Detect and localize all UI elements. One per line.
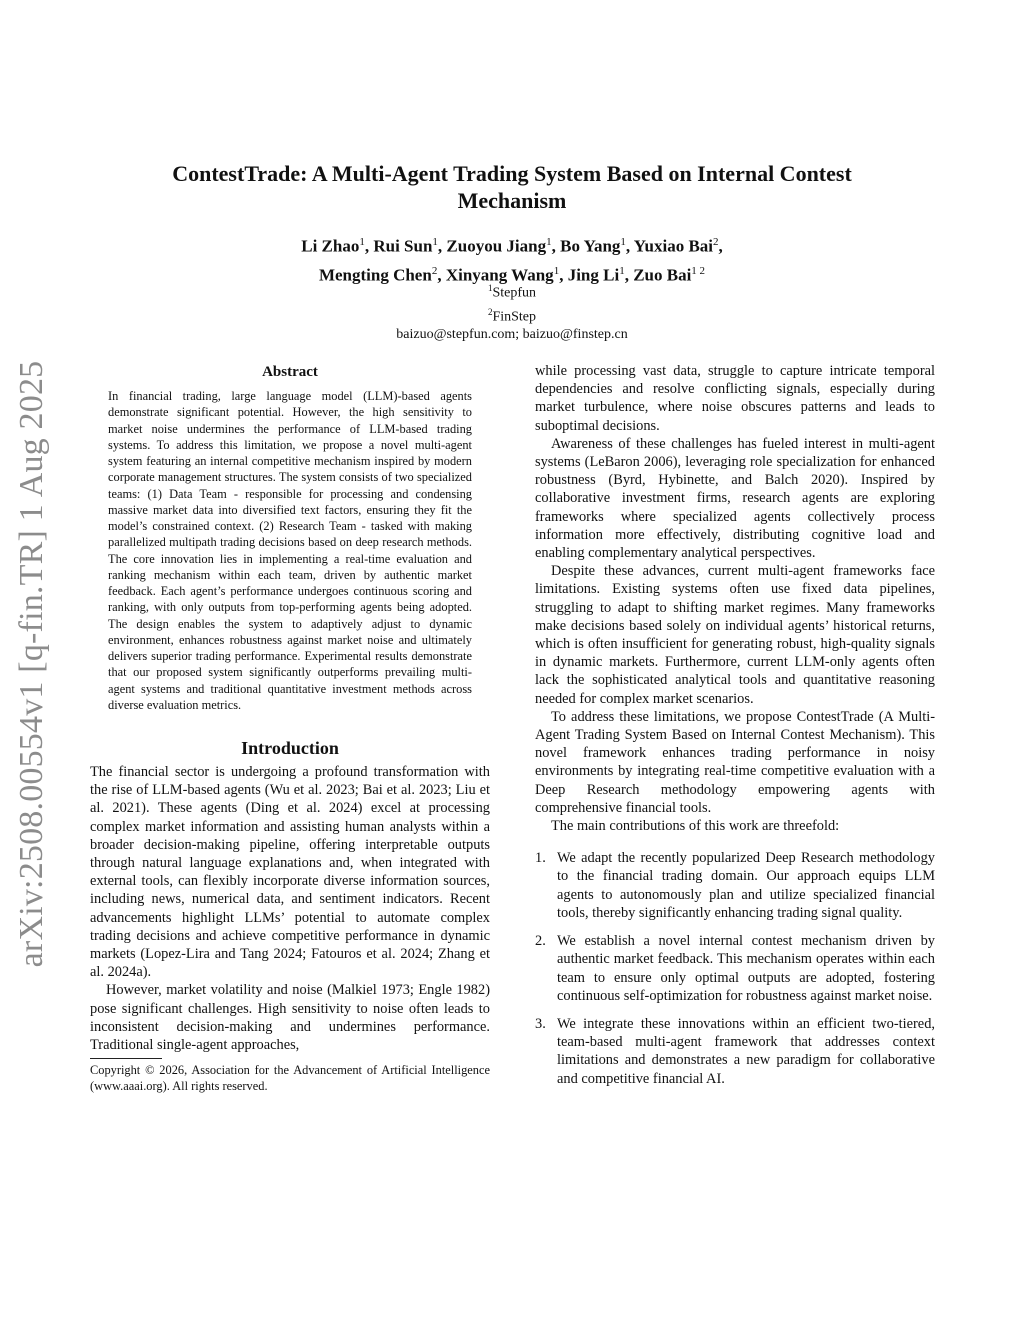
list-item-number: 2. — [535, 933, 546, 950]
author-name: Mengting Chen — [318, 265, 432, 285]
intro-paragraph: The financial sector is undergoing a profound transformation with the rise of LLM-based agents (Wu et al. 2023; Bai et al. 2023; Liu et al. 2021). These agents (Ding et al. 2024) excel at processing complex market information and assisting human analysts within a broader decision-making pipeline, offering interpretable outputs through natural language explanations and, when integrated with external tools, can flexibly incorporate diverse information sources, including news, numerical data, and sentiment indicators. Recent advancements highlight LLMs’ potential to automate complex trading decisions and achieve competitive performance in dynamic markets (Lopez-Lira and Tang 2024; Fatouros et al. 2024; Zhang et al. 2024a). — [90, 764, 490, 981]
list-item — [535, 932, 935, 1005]
affiliation-name: FinStep — [492, 309, 537, 325]
author-affiliation-mark: 2 — [713, 236, 719, 248]
affiliation-name: Stepfun — [492, 285, 537, 301]
footnote-divider — [90, 1058, 162, 1059]
left-column — [90, 362, 490, 1094]
author-name: Xinyang Wang — [445, 265, 554, 285]
author-affiliation-mark: 1 2 — [691, 264, 706, 277]
author-affiliation-mark: 1 — [620, 236, 626, 248]
introduction-heading: Introduction — [241, 738, 339, 758]
list-item-text: We adapt the recently popularized Deep Research methodology to the financial trading domain. Our approach equips LLM agents to autonomously plan and utilize specialized financial tools, thereby significantly enhancing trading signal quality. — [557, 850, 935, 921]
author-name: Yuxiao Bai — [633, 236, 714, 256]
author-affiliation-mark: 1 — [546, 236, 552, 248]
author-name: Zuo Bai — [633, 265, 692, 285]
list-item-number: 1. — [535, 850, 546, 867]
arxiv-identifier: arXiv:2508.00554v1 [q-fin.TR] 1 Aug 2025 — [13, 360, 50, 968]
author-affiliation-mark: 1 — [619, 264, 625, 277]
author-affiliation-mark: 1 — [553, 264, 560, 277]
right-column — [535, 362, 935, 1098]
author-name: Zuoyou Jiang — [446, 236, 547, 256]
affiliation-line — [300, 303, 724, 327]
affiliation-number: 1 — [487, 283, 493, 293]
abstract-text: In financial trading, large language model (LLM)-based agents demonstrate significant potential. However, the high sensitivity to market noise undermines the performance of LLM-based trading systems. To address this limitation, we propose a novel multi-agent system featuring an internal competitive mechanism inspired by modern corporate management structures. The system consists of two specialized teams: (1) Data Team - responsible for processing and condensing massive market data into diversified text factors, ensuring they fit the model’s constrained context. (2) Research Team - tasked with making parallelized multipath trading decisions based on deep research methods. The core innovation lies in implementing a real-time evaluation and ranking mechanism within each team, driven by authentic market feedback. Each agent’s performance undergoes continuous scoring and ranking, with only outputs from top-performing agents being adopted. The design enables the system to adaptively adjust to dynamic environment, enhances robustness against market noise and ultimately delivers superior trading performance. Experimental results demonstrate that our proposed system significantly outperforms prevailing multi-agent systems and traditional quantitative investment methods across diverse evaluation metrics. — [108, 389, 472, 712]
affiliation-line — [300, 279, 724, 303]
copyright-footnote: Copyright © 2026, Association for the Advancement of Artificial Intelligence (www.aaai.org). All rights reserved. — [90, 1063, 490, 1093]
list-item-text: We establish a novel internal contest mechanism driven by authentic market feedback. This mechanism operates within each team to ensure only optimal outputs are adopted, fostering continuous self-optimization for robustness against market noise. — [557, 933, 935, 1004]
body-paragraph: while processing vast data, struggle to capture intricate temporal dependencies and resolve conflicting signals, especially during market turbulence, where noise obscures patterns and leads to suboptimal decisions. — [535, 363, 935, 434]
paper-title: ContestTrade: A Multi-Agent Trading System Based on Internal Contest Mechanism — [172, 161, 852, 213]
author-affiliation-mark: 2 — [431, 264, 438, 277]
author-name: Bo Yang — [560, 236, 621, 256]
list-item — [535, 1015, 935, 1088]
list-item-text: We integrate these innovations within an efficient two-tiered, team-based multi-agent framework that addresses context limitations and demonstrates a new paradigm for collaborative and competitive financial AI. — [557, 1015, 935, 1087]
author-name: Rui Sun — [373, 236, 433, 256]
affiliation-number: 2 — [487, 306, 493, 317]
author-affiliation-mark: 1 — [359, 236, 365, 248]
author-list: Li Zhao$^1$, Rui Sun$^1$, Zuoyou Jiang$^1$, Bo Yang$^1$, Yuxiao Bai$^2$, Mengting Chen$^2$, Xinyang Wang$^1$, Jing Li$^1$, Zuo Bai$^{1 2}$ — [301, 236, 723, 285]
intro-paragraph: However, market volatility and noise (Malkiel 1973; Engle 1982) pose significant challenges. High sensitivity to noise often leads to inconsistent decision-making and undermines performance. Traditional single-agent approaches, — [90, 982, 490, 1054]
body-paragraph: Awareness of these challenges has fueled interest in multi-agent systems (LeBaron 2006), leveraging role specialization for enhanced robustness (Byrd, Hybinette, and Balch 2020). Inspired by collaborative investment firms, research agents are exploring frameworks where specialized agents collectively process information more effectively, distributing cognitive load and enabling complementary analytical perspectives. — [535, 435, 935, 562]
author-affiliation-mark: 1 — [432, 236, 438, 248]
contributions-list — [535, 849, 935, 1087]
author-name: Jing Li — [567, 265, 620, 285]
contact-emails: baizuo@stepfun.com; baizuo@finstep.cn — [396, 327, 628, 343]
body-paragraph: The main contributions of this work are threefold: — [551, 818, 840, 835]
body-paragraph: Despite these advances, current multi-agent frameworks face limitations. Existing systems often use fixed data pipelines, struggling to adapt to shifting market regimes. Many frameworks make decisions based solely on individual agents’ historical returns, which is often insufficient for generating robust, high-quality signals in dynamic markets. Furthermore, current LLM-only agents often lack the sophisticated analytical tools and quantitative reasoning needed for complex market scenarios. — [535, 563, 935, 707]
list-item — [535, 849, 935, 922]
author-name: Li Zhao — [301, 236, 360, 256]
affiliations-block — [300, 279, 724, 344]
abstract-heading: Abstract — [262, 364, 318, 380]
body-paragraph: To address these limitations, we propose ContestTrade (A Multi-Agent Trading System Based on Internal Contest Mechanism). This novel framework enhances trading performance in noisy environments by integrating real-time competitive evaluation with a Deep Research methodology empowering agents with comprehensive financial tools. — [535, 708, 935, 816]
list-item-number: 3. — [535, 1015, 546, 1032]
